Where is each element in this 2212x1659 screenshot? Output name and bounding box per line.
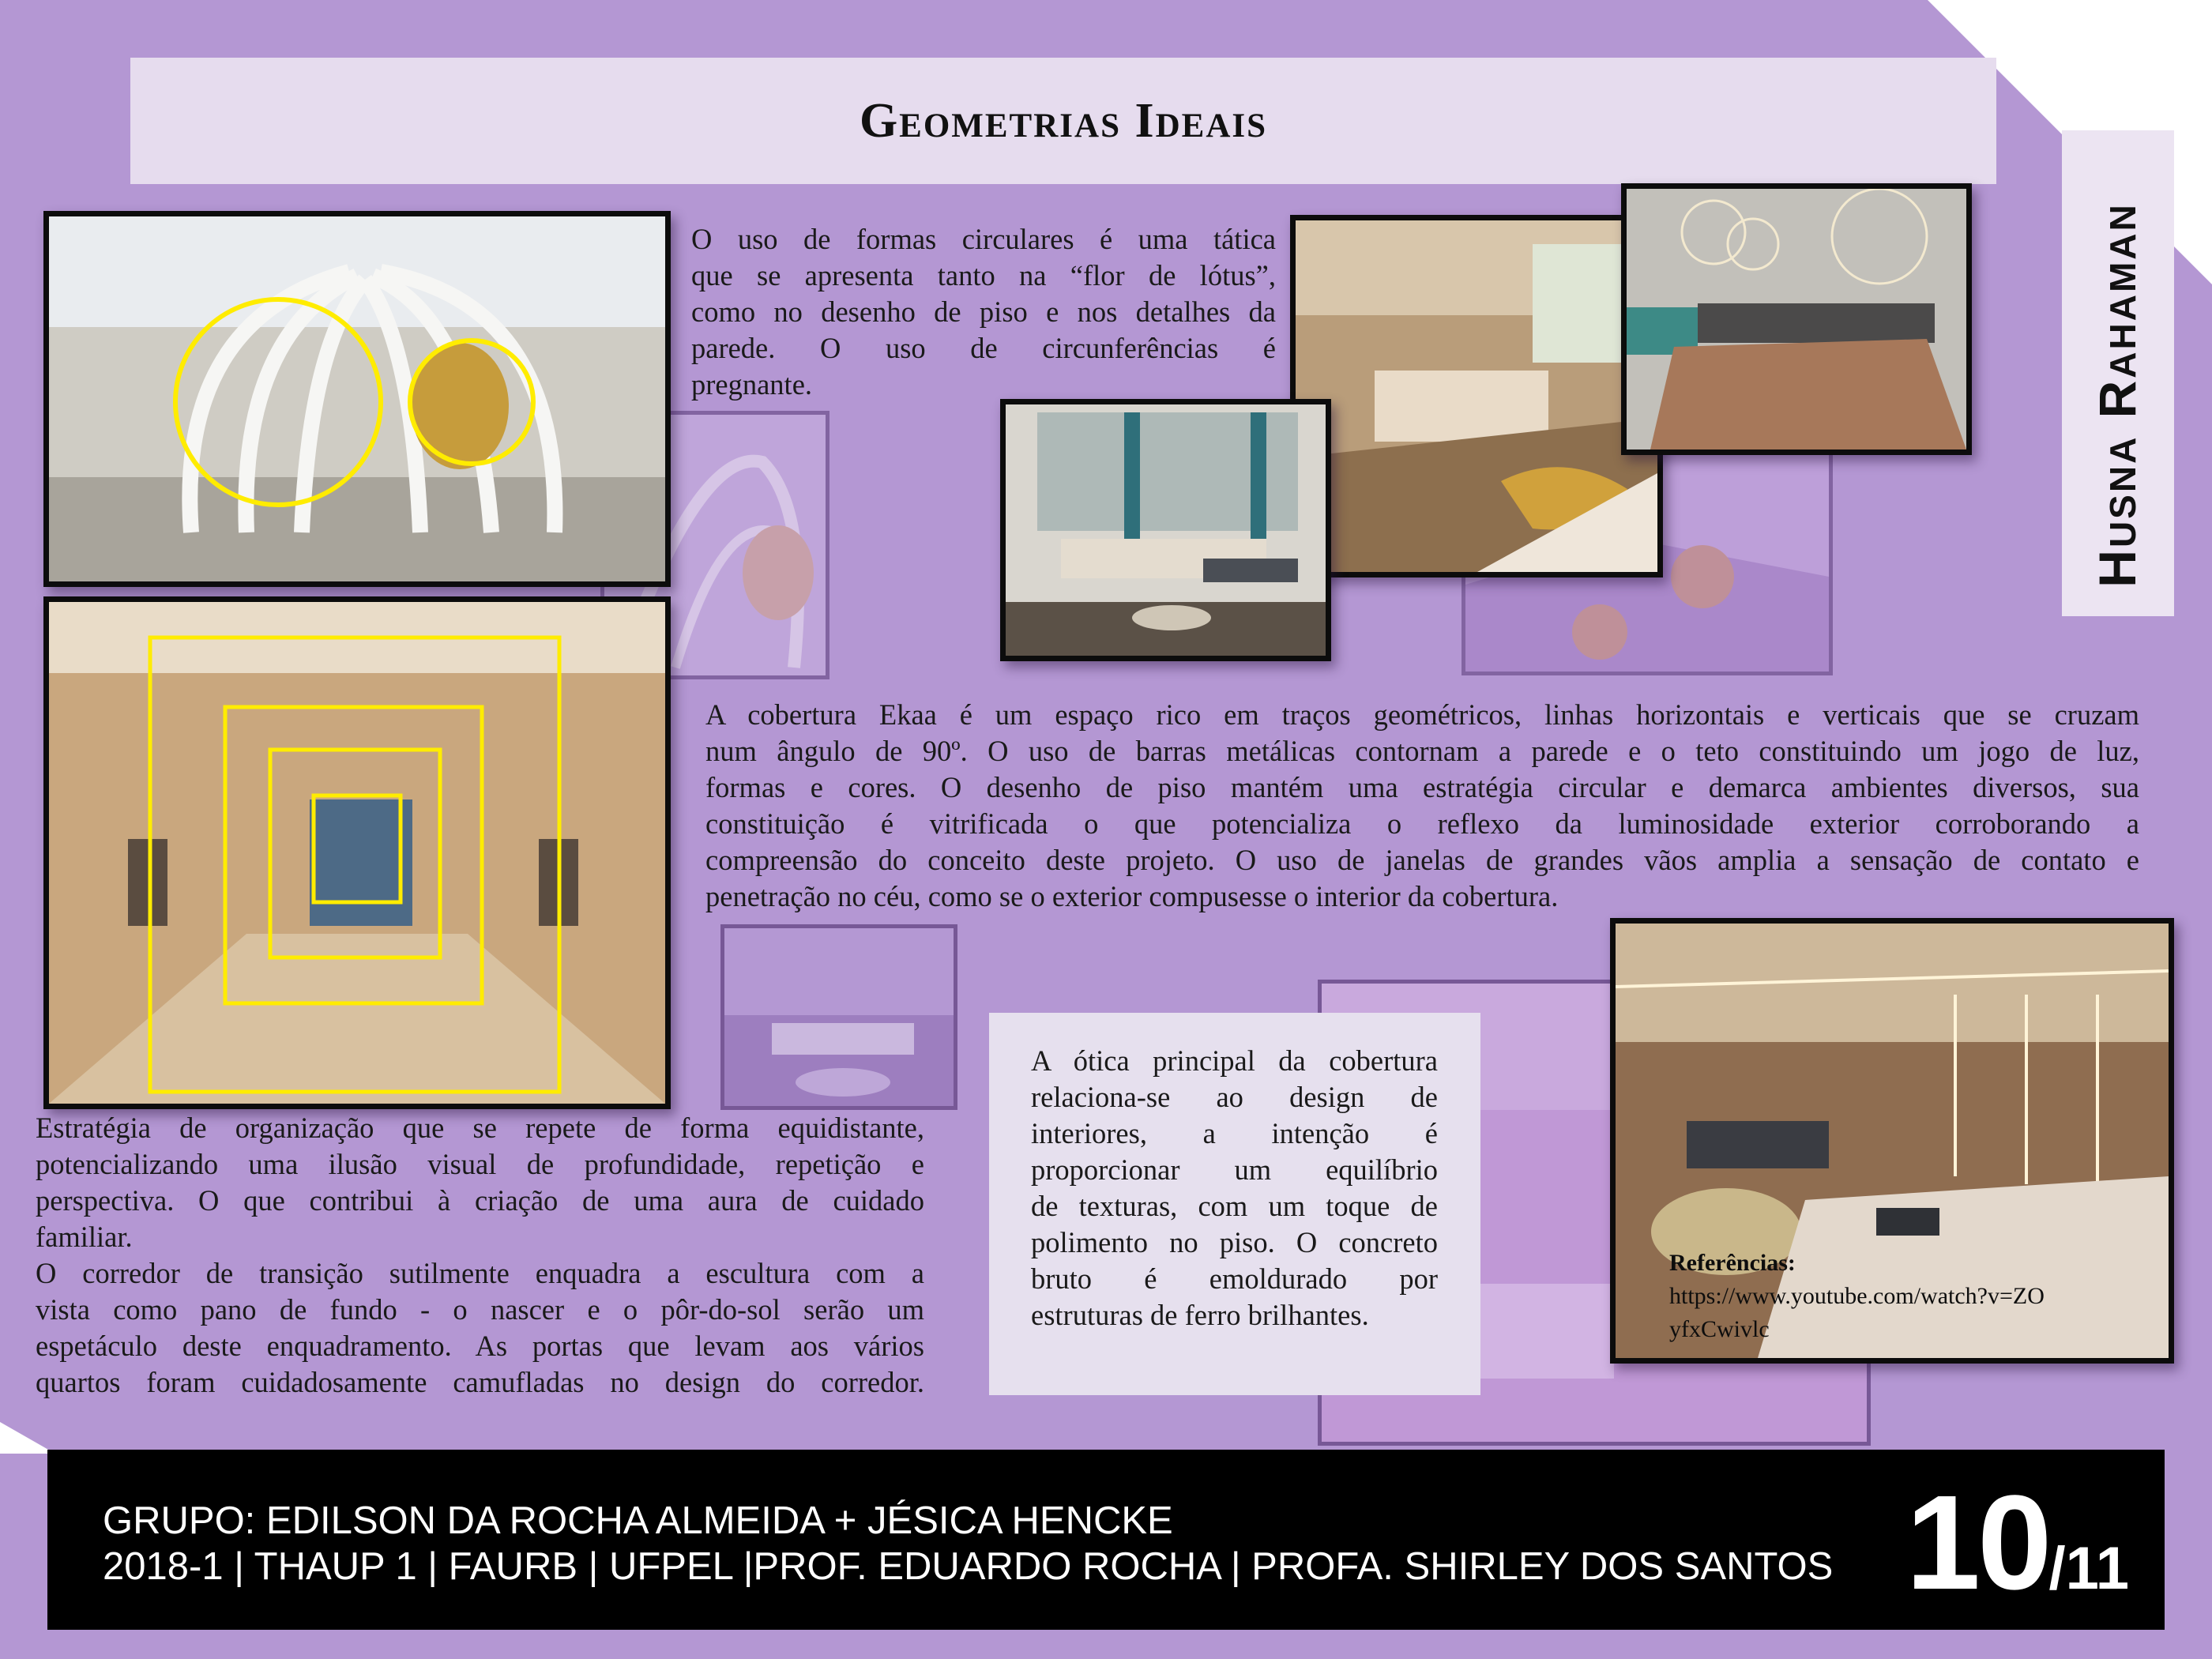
optics-line: proporcionar um equilíbrio <box>1031 1153 1438 1186</box>
references-label: Referências: <box>1669 1250 1796 1276</box>
optics-line: estruturas de ferro brilhantes. <box>1031 1299 1369 1331</box>
references-url-line[interactable]: yfxCwivlc <box>1669 1316 1770 1342</box>
footer-course: 2018-1 | THAUP 1 | FAURB | UFPEL |PROF. EDUARDO ROCHA | PROFA. SHIRLEY DOS SANTOS <box>103 1545 1834 1588</box>
intro-paragraph <box>691 221 1276 403</box>
ekaa-line: num ângulo de 90º. O uso de barras metálicas contornam a parede e o teto constituindo um jogo de luz, <box>705 735 2139 767</box>
strategy-line: espetáculo deste enquadramento. As portas que levam aos vários <box>36 1330 924 1362</box>
intro-line: parede. O uso de circunferências é <box>691 332 1276 364</box>
master-bedroom-photo <box>1621 183 1972 455</box>
references-url-line[interactable]: https://www.youtube.com/watch?v=ZO <box>1669 1283 2045 1309</box>
intro-line: O uso de formas circulares é uma tática <box>691 223 1276 255</box>
references <box>1669 1247 2045 1346</box>
ekaa-line: A cobertura Ekaa é um espaço rico em traços geométricos, linhas horizontais e verticais que se cruzam <box>705 698 2139 731</box>
page-total: /11 <box>2048 1535 2129 1602</box>
optics-paragraph <box>1031 1043 1438 1334</box>
intro-line: pregnante. <box>691 368 813 401</box>
lotus-sculpture-photo <box>43 211 671 587</box>
ekaa-line: penetração no céu, como se o exterior compusesse o interior da cobertura. <box>705 880 1559 912</box>
footer-group: GRUPO: EDILSON DA ROCHA ALMEIDA + JÉSICA HENCKE <box>103 1499 1173 1542</box>
author-label: Husna Rahaman <box>2088 202 2146 588</box>
title-bar <box>130 58 1996 184</box>
strategy-line: familiar. <box>36 1221 133 1253</box>
strategy-line: quartos foram cuidadosamente camufladas no design do corredor. <box>36 1366 924 1398</box>
ekaa-line: constituição é vitrificada o que potencializa o reflexo da luminosidade exterior corroborando a <box>705 807 2139 840</box>
page-current: 10 <box>1905 1468 2049 1618</box>
optics-line: polimento no piso. O concreto <box>1031 1226 1438 1258</box>
corridor-photo <box>43 596 671 1109</box>
footer-bar <box>47 1450 2165 1630</box>
optics-line: relaciona-se ao design de <box>1031 1081 1438 1113</box>
ekaa-line: compreensão do conceito deste projeto. O uso de janelas de grandes vãos amplia a sensação de contato e <box>705 844 2139 876</box>
bedroom-photo <box>1290 215 1663 577</box>
optics-line: bruto é emoldurado por <box>1031 1262 1438 1295</box>
strategy-line: perspectiva. O que contribui à criação de uma aura de cuidado <box>36 1184 924 1217</box>
strategy-line: O corredor de transição sutilmente enquadra a escultura com a <box>36 1257 924 1289</box>
page-title: Geometrias Ideais <box>859 93 1268 148</box>
strategy-paragraph <box>36 1110 924 1401</box>
ekaa-line: formas e cores. O desenho de piso mantém uma estratégia circular e demarca ambientes diversos, sua <box>705 771 2139 803</box>
page-number <box>1905 1465 2129 1620</box>
intro-line: que se apresenta tanto na “flor de lótus”, <box>691 259 1276 292</box>
intro-line: como no desenho de piso e nos detalhes da <box>691 295 1276 328</box>
living-room-window-photo <box>1000 399 1331 661</box>
strategy-line: vista como pano de fundo - o nascer e o pôr-do-sol serão um <box>36 1293 924 1326</box>
strategy-line: potencializando uma ilusão visual de profundidade, repetição e <box>36 1148 924 1180</box>
optics-line: de texturas, com um toque de <box>1031 1190 1438 1222</box>
author-name <box>2054 202 2180 588</box>
optics-line: interiores, a intenção é <box>1031 1117 1438 1149</box>
ekaa-paragraph <box>705 697 2139 915</box>
strategy-line: Estratégia de organização que se repete de forma equidistante, <box>36 1112 924 1144</box>
faded-living-photo <box>720 924 957 1110</box>
optics-line: A ótica principal da cobertura <box>1031 1044 1438 1077</box>
